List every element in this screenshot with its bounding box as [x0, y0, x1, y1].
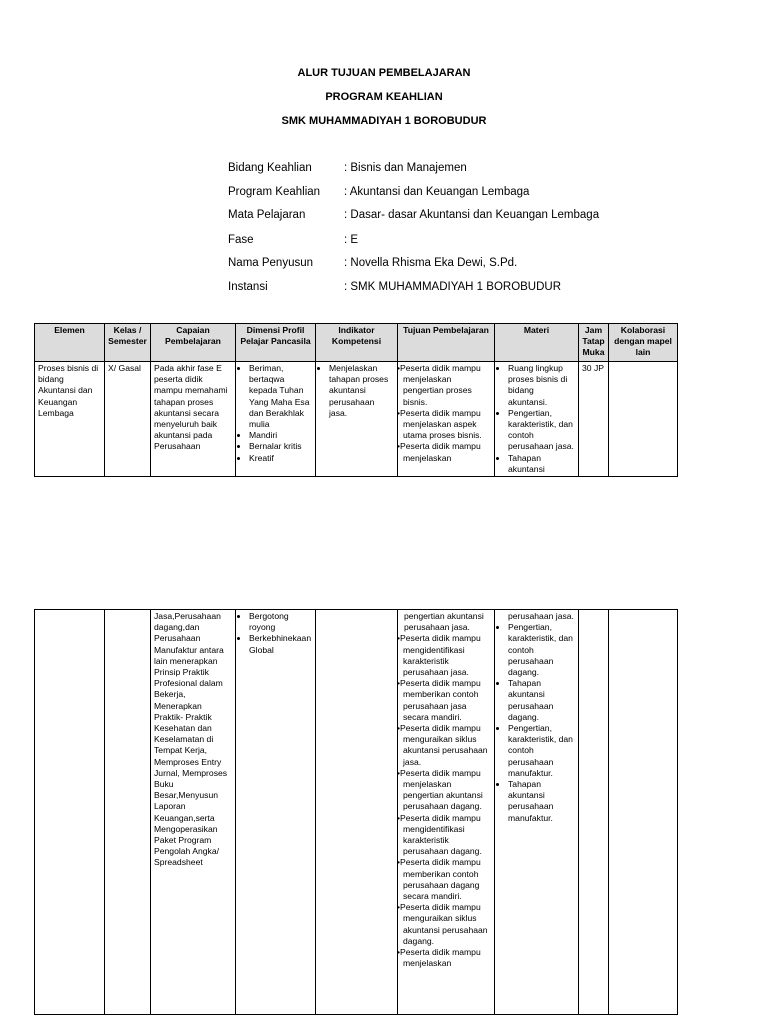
cell-kelas [105, 610, 151, 1015]
info-label: Mata Pelajaran [228, 209, 306, 221]
list-item: • Tahapan akuntansi [508, 453, 575, 475]
list-item: • Mandiri [249, 430, 312, 441]
list-item: •Peserta didik mampu menguraikan siklus akuntansi perusahaan jasa. [397, 723, 488, 767]
list-item: • Menjelaskan tahapan proses akuntansi perusahaan jasa. [329, 363, 394, 419]
list-item: • Kreatif [249, 453, 312, 464]
tujuan-continuation: pengertian akuntansi perusahaan jasa. [404, 611, 484, 633]
list-item: • Bergotong royong [249, 611, 312, 633]
list-item: •Peserta didik mampu mengidentifikasi karakteristik perusahaan jasa. [397, 633, 481, 678]
cell-capaian: Jasa,Perusahaan dagang,dan Perusahaan Manufaktur antara lain menerapkan Prinsip Praktik Profesional dalam Bekerja, Menerapkan Praktik- Praktik Kesehatan dan Keselamatan di Tempat Kerja, Memproses Entry Jurnal, Memproses Buku Besar,Menyusun Laporan Keuangan,serta Mengoperasikan Paket Program Pengolah Angka/ Spreadsheet [151, 610, 236, 1015]
table-row [35, 610, 678, 1015]
table-row [35, 362, 678, 477]
list-item: • Tahapan akuntansi perusahaan manufaktur. [508, 779, 575, 824]
info-row [228, 209, 599, 221]
header-materi: Materi [495, 324, 579, 362]
cell-kolaborasi [609, 362, 678, 477]
list-item: •Peserta didik mampu memberikan contoh perusahaan dagang secara mandiri. [397, 857, 481, 902]
list-item: • Pengertian, karakteristik, dan contoh perusahaan jasa. [508, 408, 575, 453]
header-kolaborasi: Kolaborasi dengan mapel lain [609, 324, 678, 362]
info-label: Bidang Keahlian [228, 162, 312, 174]
list-item: •Peserta didik mampu menjelaskan pengertian proses bisnis. [397, 363, 481, 407]
list-item: •Peserta didik mampu mengidentifikasi karakteristik perusahaan dagang. [397, 812, 482, 857]
cell-capaian: Pada akhir fase E peserta didik mampu memahami tahapan proses akuntansi secara menyeluruh baik akuntansi pada Perusahaan [151, 362, 236, 477]
header-kelas: Kelas / Semester [105, 324, 151, 362]
list-item: • Beriman, bertaqwa kepada Tuhan Yang Maha Esa dan Berakhlak mulia [249, 363, 312, 430]
info-value: : Dasar- dasar Akuntansi dan Keuangan Lembaga [344, 209, 600, 221]
list-item: • Pengertian, karakteristik, dan contoh perusahaan manufaktur. [508, 723, 575, 779]
cell-dimensi [236, 610, 316, 1015]
info-row [228, 186, 529, 198]
list-item: • Pengertian, karakteristik, dan contoh perusahaan dagang. [508, 622, 575, 678]
header-capaian: Capaian Pembelajaran [151, 324, 236, 362]
cell-jam [579, 610, 609, 1015]
cell-tujuan [398, 610, 495, 1015]
header-indikator: Indikator Kompetensi [316, 324, 398, 362]
list-item: • Tahapan akuntansi perusahaan dagang. [508, 678, 575, 723]
cell-kelas: X/ Gasal [105, 362, 151, 477]
list-item: • Ruang lingkup proses bisnis di bidang akuntansi. [508, 363, 575, 408]
info-label: Nama Penyusun [228, 257, 314, 269]
materi-continuation: perusahaan jasa. [508, 611, 574, 621]
info-value: : Bisnis dan Manajemen [344, 162, 467, 174]
list-item: •Peserta didik mampu memberikan contoh perusahaan jasa secara mandiri. [397, 678, 481, 722]
list-item: • Berkebhinekaan Global [249, 633, 312, 655]
cell-indikator [316, 362, 398, 477]
doc-title-line-2: PROGRAM KEAHLIAN [325, 91, 443, 103]
info-value: : Akuntansi dan Keuangan Lembaga [344, 186, 530, 198]
cell-materi [495, 362, 579, 477]
header-elemen: Elemen [35, 324, 105, 362]
info-row [228, 281, 561, 293]
cell-indikator [316, 610, 398, 1015]
atp-table-page-1 [34, 323, 678, 477]
header-jam: Jam Tatap Muka [579, 324, 609, 362]
doc-title-line-1: ALUR TUJUAN PEMBELAJARAN [297, 67, 471, 79]
cell-tujuan [398, 362, 495, 477]
info-value: : E [344, 234, 359, 246]
cell-jam: 30 JP [579, 362, 609, 477]
info-row [228, 162, 467, 174]
info-value: : Novella Rhisma Eka Dewi, S.Pd. [344, 257, 518, 269]
list-item: •Peserta didik mampu menjelaskan pengertian akuntansi perusahaan dagang. [397, 767, 483, 812]
atp-table-page-2 [34, 609, 678, 1015]
header-dimensi: Dimensi Profil Pelajar Pancasila [236, 324, 316, 362]
table-header-row [35, 324, 678, 362]
list-item: • Bernalar kritis [249, 441, 312, 452]
cell-dimensi [236, 362, 316, 477]
doc-title-line-3: SMK MUHAMMADIYAH 1 BOROBUDUR [281, 115, 487, 127]
cell-elemen [35, 610, 105, 1015]
list-item: •Peserta didik mampu menguraikan siklus akuntansi perusahaan dagang. [397, 902, 488, 946]
info-label: Instansi [228, 281, 268, 293]
info-label: Fase [228, 234, 254, 246]
cell-materi [495, 610, 579, 1015]
header-tujuan: Tujuan Pembelajaran [398, 324, 495, 362]
cell-kolaborasi [609, 610, 678, 1015]
info-row [228, 257, 517, 269]
list-item: •Peserta didik mampu menjelaskan [397, 441, 481, 463]
info-label: Program Keahlian [228, 186, 321, 198]
info-value: : SMK MUHAMMADIYAH 1 BOROBUDUR [344, 281, 562, 293]
cell-elemen: Proses bisnis di bidang Akuntansi dan Keuangan Lembaga [35, 362, 105, 477]
info-row [228, 234, 358, 246]
list-item: •Peserta didik mampu menjelaskan [397, 947, 481, 969]
list-item: •Peserta didik mampu menjelaskan aspek utama proses bisnis. [397, 407, 482, 441]
